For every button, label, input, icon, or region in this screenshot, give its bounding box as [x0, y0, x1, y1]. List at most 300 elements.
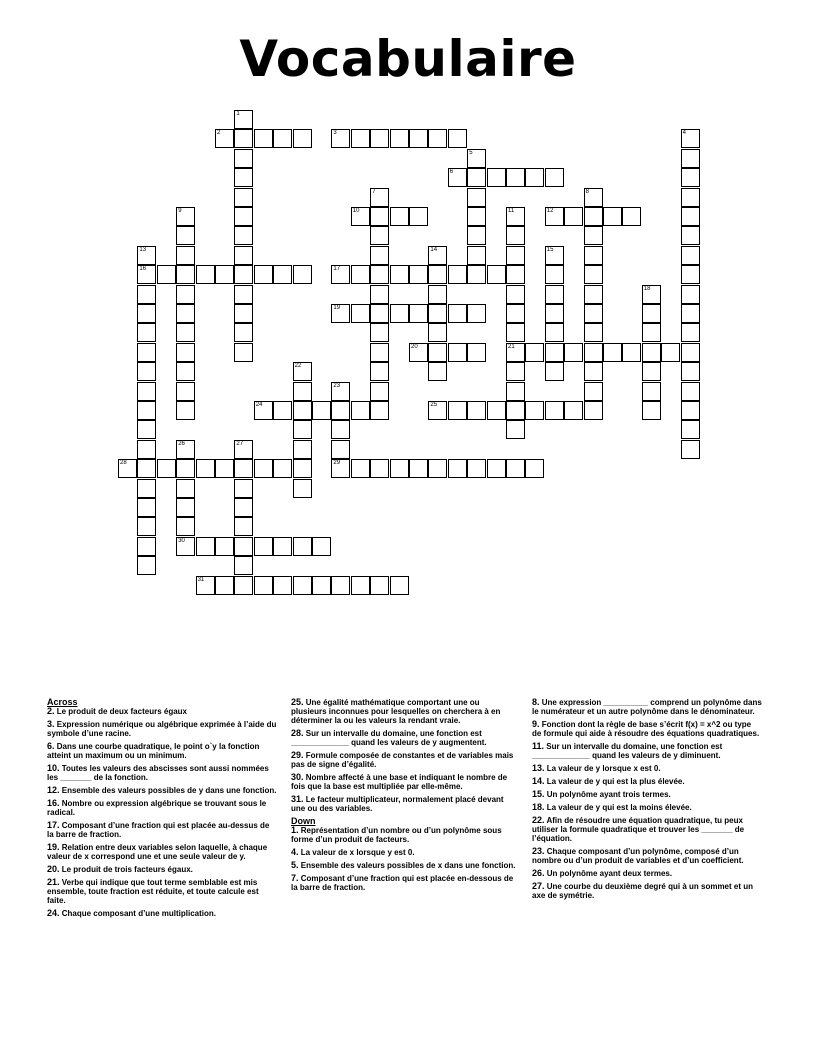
crossword-cell[interactable]	[642, 362, 661, 381]
clue-item	[532, 816, 762, 843]
crossword-cell[interactable]	[467, 343, 486, 362]
crossword-cell[interactable]	[293, 265, 312, 284]
crossword-cell[interactable]	[370, 382, 389, 401]
crossword-cell[interactable]	[506, 207, 525, 226]
crossword-cell[interactable]	[467, 304, 486, 323]
crossword-cell[interactable]	[390, 265, 409, 284]
crossword-cell[interactable]	[584, 188, 603, 207]
crossword-cell[interactable]	[390, 304, 409, 323]
crossword-cell[interactable]	[370, 343, 389, 362]
crossword-cell[interactable]	[234, 149, 253, 168]
crossword-cell[interactable]	[176, 479, 195, 498]
crossword-cell[interactable]	[137, 517, 156, 536]
crossword-cell[interactable]	[506, 401, 525, 420]
crossword-cell[interactable]	[196, 459, 215, 478]
crossword-cell[interactable]	[409, 207, 428, 226]
crossword-cell[interactable]	[409, 304, 428, 323]
clue-text: La valeur de y lorsque x est 0.	[544, 764, 661, 773]
crossword-cell[interactable]	[351, 129, 370, 148]
crossword-cell[interactable]	[254, 537, 273, 556]
crossword-cell[interactable]	[545, 207, 564, 226]
crossword-cell[interactable]	[467, 188, 486, 207]
crossword-cell[interactable]	[390, 129, 409, 148]
crossword-cell[interactable]	[448, 168, 467, 187]
crossword-cell[interactable]	[584, 401, 603, 420]
crossword-cell[interactable]	[293, 576, 312, 595]
clue-item	[532, 803, 762, 812]
crossword-cell[interactable]	[234, 323, 253, 342]
crossword-cell[interactable]	[157, 459, 176, 478]
crossword-cell[interactable]	[293, 420, 312, 439]
down-clues-cont	[532, 698, 762, 900]
crossword-cell[interactable]	[448, 401, 467, 420]
clue-text: Verbe qui indique que tout terme semblable est mis ensemble, toute fraction est réduite, et toute calcule est faite.	[47, 878, 259, 905]
crossword-cell[interactable]	[157, 265, 176, 284]
crossword-cell[interactable]	[409, 343, 428, 362]
clue-item	[47, 707, 277, 716]
clue-text: Le produit de trois facteurs égaux.	[59, 865, 193, 874]
crossword-cell[interactable]	[234, 440, 253, 459]
crossword-cell[interactable]	[176, 517, 195, 536]
clue-number: 29	[333, 460, 341, 467]
crossword-cell[interactable]	[564, 207, 583, 226]
clue-item	[532, 698, 762, 716]
crossword-cell[interactable]	[176, 226, 195, 245]
crossword-cell[interactable]	[118, 459, 137, 478]
clue-number: 29.	[291, 750, 304, 760]
crossword-cell[interactable]	[331, 401, 350, 420]
clue-text: La valeur de y qui est la moins élevée.	[544, 803, 692, 812]
crossword-cell[interactable]	[331, 129, 350, 148]
crossword-cell[interactable]	[312, 537, 331, 556]
crossword-cell[interactable]	[487, 265, 506, 284]
clue-number: 10.	[47, 763, 60, 773]
crossword-cell[interactable]	[564, 343, 583, 362]
crossword-cell[interactable]	[681, 188, 700, 207]
crossword-cell[interactable]	[467, 265, 486, 284]
crossword-cell[interactable]	[428, 129, 447, 148]
crossword-cell[interactable]	[137, 362, 156, 381]
crossword-cell[interactable]	[137, 420, 156, 439]
crossword-cell[interactable]	[176, 459, 195, 478]
crossword-cell[interactable]	[273, 401, 292, 420]
crossword-cell[interactable]	[448, 304, 467, 323]
crossword-cell[interactable]	[390, 207, 409, 226]
crossword-cell[interactable]	[234, 459, 253, 478]
crossword-cell[interactable]	[351, 265, 370, 284]
crossword-cell[interactable]	[681, 440, 700, 459]
clue-text: Le produit de deux facteurs égaux	[54, 707, 187, 716]
crossword-cell[interactable]	[215, 129, 234, 148]
crossword-cell[interactable]	[409, 129, 428, 148]
clue-number: 12.	[47, 785, 60, 795]
crossword-cell[interactable]	[273, 265, 292, 284]
crossword-cell[interactable]	[176, 440, 195, 459]
clue-text: Une égalité mathématique comportant une ou plusieurs inconnues pour lesquelles on cherchera à en déterminer la ou les valeurs la rendant vraie.	[291, 698, 501, 725]
crossword-cell[interactable]	[584, 207, 603, 226]
crossword-cell[interactable]	[331, 304, 350, 323]
clue-text: Afin de résoudre une équation quadratique, tu peux utiliser la formule quadratique et trouver les _______ de l’équation.	[532, 816, 745, 843]
crossword-cell[interactable]	[467, 401, 486, 420]
clue-number: 28	[120, 460, 127, 467]
across-clues	[47, 707, 277, 918]
crossword-cell[interactable]	[545, 246, 564, 265]
clue-number: 24.	[47, 908, 60, 918]
crossword-cell[interactable]	[137, 401, 156, 420]
crossword-cell[interactable]	[234, 479, 253, 498]
crossword-cell[interactable]	[681, 304, 700, 323]
clue-item	[47, 799, 277, 817]
crossword-cell[interactable]	[273, 459, 292, 478]
crossword-cell[interactable]	[448, 459, 467, 478]
clue-item	[532, 720, 762, 738]
crossword-cell[interactable]	[234, 517, 253, 536]
crossword-cell[interactable]	[215, 459, 234, 478]
crossword-cell[interactable]	[293, 129, 312, 148]
crossword-cell[interactable]	[234, 537, 253, 556]
crossword-cell[interactable]	[254, 129, 273, 148]
clue-number: 18.	[532, 802, 545, 812]
crossword-cell[interactable]	[681, 246, 700, 265]
crossword-cell[interactable]	[293, 382, 312, 401]
crossword-cell[interactable]	[137, 440, 156, 459]
crossword-cell[interactable]	[584, 362, 603, 381]
crossword-cell[interactable]	[254, 265, 273, 284]
clue-number: 9	[178, 208, 182, 214]
crossword-cell[interactable]	[137, 537, 156, 556]
crossword-cell[interactable]	[293, 479, 312, 498]
crossword-cell[interactable]	[545, 323, 564, 342]
clue-number: 8	[585, 188, 589, 195]
crossword-cell[interactable]	[234, 265, 253, 284]
crossword-cell[interactable]	[506, 459, 525, 478]
crossword-cell[interactable]	[370, 129, 389, 148]
clue-number: 14	[430, 246, 438, 253]
crossword-cell[interactable]	[370, 304, 389, 323]
crossword-cell[interactable]	[642, 285, 661, 304]
clue-item	[291, 826, 516, 844]
crossword-cell[interactable]	[273, 537, 292, 556]
crossword-cell[interactable]	[293, 362, 312, 381]
crossword-cell[interactable]	[196, 576, 215, 595]
crossword-cell[interactable]	[176, 537, 195, 556]
crossword-cell[interactable]	[234, 168, 253, 187]
crossword-cell[interactable]	[622, 207, 641, 226]
clue-number: 22.	[532, 815, 545, 825]
clue-text: Toutes les valeurs des abscisses sont aussi nommées les _______ de la fonction.	[47, 764, 269, 782]
crossword-cell[interactable]	[603, 343, 622, 362]
clue-text: Dans une courbe quadratique, le point o`y la fonction atteint un maximum ou un minimum.	[47, 742, 260, 760]
crossword-cell[interactable]	[506, 304, 525, 323]
crossword-cell[interactable]	[681, 362, 700, 381]
crossword-cell[interactable]	[331, 459, 350, 478]
crossword-cell[interactable]	[642, 304, 661, 323]
crossword-cell[interactable]	[506, 382, 525, 401]
clue-text: Une courbe du deuxième degré qui à un sommet et un axe de symétrie.	[532, 882, 753, 900]
crossword-cell[interactable]	[234, 246, 253, 265]
clue-number: 17	[333, 266, 341, 273]
crossword-cell[interactable]	[584, 323, 603, 342]
crossword-cell[interactable]	[234, 188, 253, 207]
crossword-cell[interactable]	[681, 226, 700, 245]
crossword-cell[interactable]	[525, 343, 544, 362]
crossword-cell[interactable]	[506, 420, 525, 439]
crossword-cell[interactable]	[428, 265, 447, 284]
crossword-cell[interactable]	[351, 401, 370, 420]
crossword-cell[interactable]	[137, 265, 156, 284]
crossword-cell[interactable]	[525, 459, 544, 478]
crossword-cell[interactable]	[234, 556, 253, 575]
clue-column-2	[291, 698, 516, 896]
crossword-cell[interactable]	[545, 265, 564, 284]
crossword-cell[interactable]	[584, 382, 603, 401]
crossword-cell[interactable]	[428, 246, 447, 265]
crossword-cell[interactable]	[331, 420, 350, 439]
crossword-cell[interactable]	[681, 343, 700, 362]
crossword-cell[interactable]	[234, 226, 253, 245]
crossword-cell[interactable]	[137, 246, 156, 265]
crossword-cell[interactable]	[234, 207, 253, 226]
crossword-cell[interactable]	[254, 576, 273, 595]
crossword-cell[interactable]	[545, 285, 564, 304]
crossword-cell[interactable]	[506, 168, 525, 187]
crossword-cell[interactable]	[137, 498, 156, 517]
crossword-cell[interactable]	[370, 226, 389, 245]
crossword-cell[interactable]	[273, 576, 292, 595]
clue-text: La valeur de x lorsque y est 0.	[298, 848, 415, 857]
crossword-cell[interactable]	[254, 459, 273, 478]
crossword-cell[interactable]	[428, 343, 447, 362]
crossword-cell[interactable]	[215, 265, 234, 284]
crossword-cell[interactable]	[545, 343, 564, 362]
crossword-cell[interactable]	[331, 440, 350, 459]
crossword-cell[interactable]	[293, 459, 312, 478]
clue-text: Formule composée de constantes et de variables mais pas de signe d’égalité.	[291, 751, 514, 769]
crossword-cell[interactable]	[584, 226, 603, 245]
crossword-cell[interactable]	[234, 285, 253, 304]
crossword-cell[interactable]	[312, 576, 331, 595]
crossword-cell[interactable]	[681, 323, 700, 342]
crossword-cell[interactable]	[467, 226, 486, 245]
crossword-cell[interactable]	[506, 323, 525, 342]
crossword-cell[interactable]	[681, 420, 700, 439]
crossword-cell[interactable]	[428, 459, 447, 478]
crossword-cell[interactable]	[409, 265, 428, 284]
clue-number: 7.	[291, 873, 299, 883]
crossword-cell[interactable]	[196, 265, 215, 284]
clue-number: 25.	[291, 697, 304, 707]
crossword-cell[interactable]	[176, 323, 195, 342]
crossword-cell[interactable]	[467, 207, 486, 226]
crossword-cell[interactable]	[137, 459, 156, 478]
crossword-cell[interactable]	[642, 323, 661, 342]
crossword-cell[interactable]	[525, 168, 544, 187]
crossword-cell[interactable]	[370, 207, 389, 226]
crossword-cell[interactable]	[467, 168, 486, 187]
crossword-cell[interactable]	[196, 537, 215, 556]
clue-number: 27.	[532, 881, 545, 891]
clue-item	[532, 764, 762, 773]
clue-number: 11	[508, 208, 515, 214]
crossword-cell[interactable]	[137, 304, 156, 323]
crossword-cell[interactable]	[273, 129, 292, 148]
crossword-cell[interactable]	[176, 246, 195, 265]
crossword-cell[interactable]	[506, 265, 525, 284]
crossword-cell[interactable]	[584, 265, 603, 284]
crossword-cell[interactable]	[176, 382, 195, 401]
crossword-cell[interactable]	[603, 207, 622, 226]
crossword-cell[interactable]	[506, 343, 525, 362]
crossword-cell[interactable]	[681, 382, 700, 401]
crossword-cell[interactable]	[176, 304, 195, 323]
crossword-cell[interactable]	[312, 401, 331, 420]
crossword-cell[interactable]	[428, 304, 447, 323]
crossword-cell[interactable]	[176, 362, 195, 381]
crossword-cell[interactable]	[254, 401, 273, 420]
crossword-cell[interactable]	[176, 207, 195, 226]
crossword-cell[interactable]	[681, 401, 700, 420]
crossword-cell[interactable]	[331, 576, 350, 595]
clue-item	[532, 847, 762, 865]
crossword-cell[interactable]	[176, 265, 195, 284]
crossword-cell[interactable]	[428, 285, 447, 304]
clue-text: Le facteur multiplicateur, normalement placé devant une ou des variables.	[291, 795, 504, 813]
crossword-cell[interactable]	[409, 459, 428, 478]
crossword-cell[interactable]	[642, 343, 661, 362]
crossword-cell[interactable]	[448, 129, 467, 148]
crossword-cell[interactable]	[137, 479, 156, 498]
crossword-cell[interactable]	[351, 459, 370, 478]
crossword-cell[interactable]	[176, 285, 195, 304]
crossword-cell[interactable]	[545, 362, 564, 381]
crossword-cell[interactable]	[467, 459, 486, 478]
crossword-cell[interactable]	[293, 537, 312, 556]
crossword-cell[interactable]	[584, 304, 603, 323]
crossword-cell[interactable]	[428, 401, 447, 420]
crossword-cell[interactable]	[506, 362, 525, 381]
clue-text: Expression numérique ou algébrique exprimée à l’aide du symbole d’une racine.	[47, 720, 277, 738]
crossword-cell[interactable]	[681, 168, 700, 187]
crossword-cell[interactable]	[428, 323, 447, 342]
crossword-cell[interactable]	[642, 401, 661, 420]
crossword-cell[interactable]	[215, 576, 234, 595]
crossword-cell[interactable]	[545, 304, 564, 323]
clue-number: 26.	[532, 868, 545, 878]
crossword-cell[interactable]	[661, 343, 680, 362]
crossword-cell[interactable]	[234, 343, 253, 362]
crossword-cell[interactable]	[351, 304, 370, 323]
crossword-cell[interactable]	[293, 440, 312, 459]
clue-number: 19.	[47, 842, 60, 852]
crossword-cell[interactable]	[137, 285, 156, 304]
crossword-cell[interactable]	[331, 382, 350, 401]
crossword-cell[interactable]	[584, 246, 603, 265]
clue-number: 5	[469, 149, 473, 156]
crossword-cell[interactable]	[234, 110, 253, 129]
crossword-cell[interactable]	[176, 343, 195, 362]
crossword-cell[interactable]	[584, 285, 603, 304]
crossword-cell[interactable]	[370, 576, 389, 595]
clue-item	[47, 843, 277, 861]
crossword-cell[interactable]	[681, 265, 700, 284]
crossword-cell[interactable]	[215, 537, 234, 556]
clue-number: 12	[546, 208, 554, 214]
crossword-cell[interactable]	[448, 343, 467, 362]
crossword-cell[interactable]	[506, 285, 525, 304]
across-heading: Across	[47, 697, 78, 707]
crossword-cell[interactable]	[370, 246, 389, 265]
crossword-cell[interactable]	[370, 401, 389, 420]
crossword-cell[interactable]	[370, 265, 389, 284]
crossword-cell[interactable]	[234, 129, 253, 148]
crossword-cell[interactable]	[681, 149, 700, 168]
crossword-cell[interactable]	[331, 265, 350, 284]
crossword-cell[interactable]	[584, 343, 603, 362]
crossword-cell[interactable]	[506, 246, 525, 265]
crossword-cell[interactable]	[234, 498, 253, 517]
crossword-cell[interactable]	[448, 265, 467, 284]
crossword-cell[interactable]	[370, 323, 389, 342]
clue-list	[0, 698, 816, 1038]
crossword-cell[interactable]	[545, 168, 564, 187]
crossword-cell[interactable]	[234, 576, 253, 595]
crossword-cell[interactable]	[370, 362, 389, 381]
crossword-cell[interactable]	[545, 401, 564, 420]
page-title: Vocabulaire	[239, 30, 577, 88]
crossword-cell[interactable]	[681, 129, 700, 148]
crossword-cell[interactable]	[370, 459, 389, 478]
crossword-cell[interactable]	[564, 401, 583, 420]
crossword-cell[interactable]	[234, 304, 253, 323]
clue-number: 31	[197, 576, 205, 583]
crossword-cell[interactable]	[487, 459, 506, 478]
crossword-cell[interactable]	[467, 246, 486, 265]
crossword-cell[interactable]	[506, 226, 525, 245]
clue-text: Représentation d’un nombre ou d’un polynôme sous forme d’un produit de facteurs.	[291, 826, 502, 844]
crossword-cell[interactable]	[622, 343, 641, 362]
clue-number: 15	[546, 246, 554, 253]
clue-number: 3	[333, 130, 337, 137]
crossword-cell[interactable]	[137, 382, 156, 401]
crossword-cell[interactable]	[137, 323, 156, 342]
crossword-cell[interactable]	[642, 382, 661, 401]
clue-text: Relation entre deux variables selon laquelle, à chaque valeur de x correspond une et une seule valeur de y.	[47, 843, 268, 861]
crossword-cell[interactable]	[137, 556, 156, 575]
crossword-cell[interactable]	[293, 401, 312, 420]
crossword-cell[interactable]	[487, 401, 506, 420]
clue-number: 20.	[47, 864, 60, 874]
clue-item	[532, 742, 762, 760]
crossword-cell[interactable]	[370, 188, 389, 207]
clue-number: 17.	[47, 820, 60, 830]
clue-text: Chaque composant d’une multiplication.	[59, 909, 216, 918]
crossword-cell[interactable]	[351, 207, 370, 226]
crossword-cell[interactable]	[176, 401, 195, 420]
clue-number: 3.	[47, 719, 55, 729]
crossword-cell[interactable]	[487, 168, 506, 187]
crossword-cell[interactable]	[525, 401, 544, 420]
crossword-cell[interactable]	[351, 576, 370, 595]
crossword-cell[interactable]	[390, 459, 409, 478]
crossword-cell[interactable]	[370, 285, 389, 304]
crossword-cell[interactable]	[467, 149, 486, 168]
crossword-cell[interactable]	[137, 343, 156, 362]
crossword-cell[interactable]	[176, 498, 195, 517]
crossword-cell[interactable]	[681, 285, 700, 304]
crossword-cell[interactable]	[681, 207, 700, 226]
crossword-cell[interactable]	[390, 576, 409, 595]
crossword-cell[interactable]	[428, 362, 447, 381]
